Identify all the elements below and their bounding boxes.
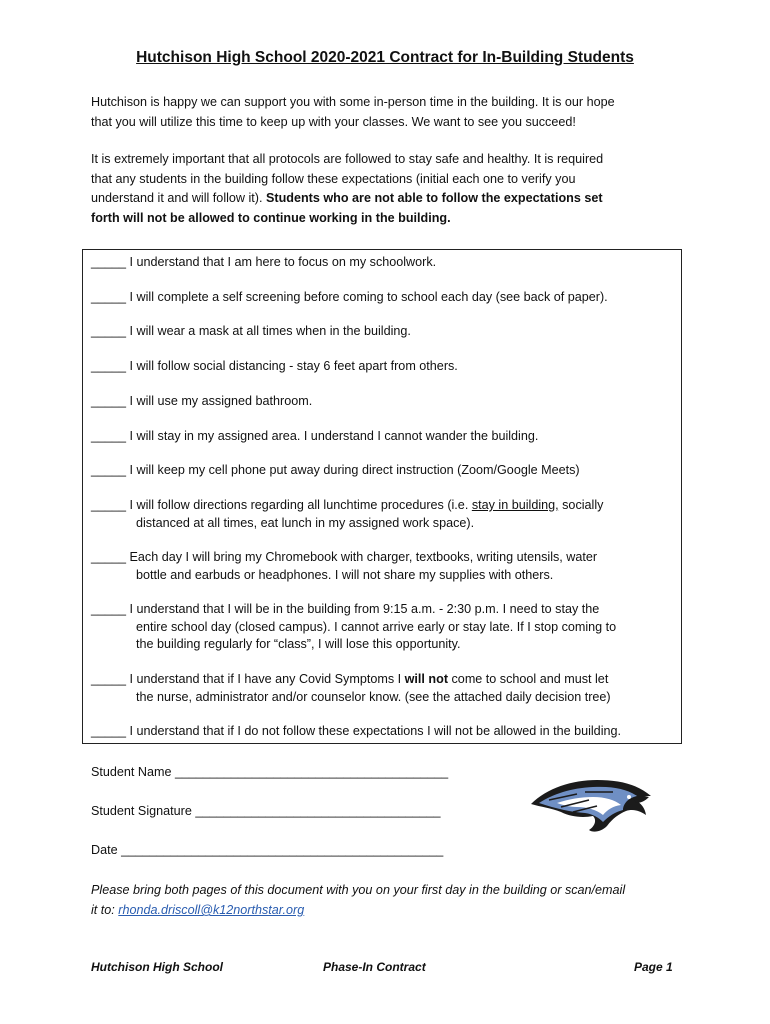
note-line: [91, 900, 691, 920]
document-title: Hutchison High School 2020-2021 Contract for In-Building Students: [136, 49, 634, 66]
intro-paragraph-2: [91, 150, 681, 228]
expectation-continuation: bottle and earbuds or headphones. I will not share my supplies with others.: [136, 567, 554, 582]
expectation-text: I will wear a mask at all times when in the building.: [129, 324, 411, 338]
student-signature-line[interactable]: ___________________________________: [195, 804, 441, 818]
intro-line: that any students in the building follow these expectations (initial each one to verify you: [91, 171, 576, 186]
initial-blank[interactable]: _____: [91, 550, 127, 564]
expectation-text: I understand that I will be in the building from 9:15 a.m. - 2:30 p.m. I need to stay the: [129, 602, 600, 616]
expectation-item-9: [91, 549, 676, 584]
expectation-item-5: [91, 393, 676, 411]
initial-blank[interactable]: _____: [91, 463, 127, 477]
email-link[interactable]: rhonda.driscoll@k12northstar.org: [118, 903, 305, 917]
intro-line: It is extremely important that all protocols are followed to stay safe and healthy. It is required: [91, 152, 604, 166]
expectation-item-2: [91, 289, 676, 307]
footer-page-number: Page 1: [634, 960, 673, 974]
expectation-text: socially: [558, 498, 604, 512]
expectation-text: come to school and must let: [448, 672, 609, 686]
intro-line: Hutchison is happy we can support you with some in-person time in the building. It is our hope: [91, 95, 615, 109]
date-label: Date: [91, 843, 118, 857]
expectation-item-6: [91, 428, 676, 446]
expectation-continuation: entire school day (closed campus). I cannot arrive early or stay late. If I stop coming to: [136, 619, 617, 634]
expectation-item-7: [91, 462, 676, 480]
intro-line: that you will utilize this time to keep up with your classes. We want to see you succeed!: [91, 114, 576, 129]
expectation-text: Each day I will bring my Chromebook with charger, textbooks, writing utensils, water: [129, 550, 598, 564]
initial-blank[interactable]: _____: [91, 429, 127, 443]
instruction-note: [91, 880, 691, 920]
expectation-text: I understand that if I have any Covid Symptoms I: [129, 672, 405, 686]
expectation-item-8: [91, 497, 676, 532]
expectation-text: I understand that I am here to focus on my schoolwork.: [129, 255, 437, 269]
intro-paragraph-1: [91, 93, 681, 132]
expectation-item-11: [91, 671, 676, 706]
expectation-text: I will keep my cell phone put away during direct instruction (Zoom/Google Meets): [129, 463, 580, 477]
student-signature-field[interactable]: [91, 804, 440, 818]
intro-bold-text: forth will not be allowed to continue working in the building.: [91, 210, 451, 225]
expectation-item-3: [91, 323, 676, 341]
initial-blank[interactable]: _____: [91, 394, 127, 408]
intro-line: [91, 189, 681, 209]
student-signature-label: Student Signature: [91, 804, 192, 818]
expectation-item-4: [91, 358, 676, 376]
expectation-text: I will use my assigned bathroom.: [129, 394, 313, 408]
initial-blank[interactable]: _____: [91, 498, 127, 512]
student-name-field[interactable]: [91, 765, 448, 779]
expectation-continuation: the nurse, administrator and/or counselor know. (see the attached daily decision tree): [136, 689, 611, 704]
expectation-underlined-text: stay in building,: [471, 498, 559, 512]
eagle-logo-icon: [527, 770, 657, 835]
initial-blank[interactable]: _____: [91, 672, 127, 686]
expectation-text: I will follow directions regarding all lunchtime procedures (i.e.: [129, 498, 472, 512]
initial-blank[interactable]: _____: [91, 255, 127, 269]
initial-blank[interactable]: _____: [91, 290, 127, 304]
student-name-label: Student Name: [91, 765, 172, 779]
initial-blank[interactable]: _____: [91, 359, 127, 373]
initial-blank[interactable]: _____: [91, 602, 127, 616]
intro-line: [91, 209, 681, 229]
date-line[interactable]: ______________________________________________: [121, 843, 444, 857]
expectation-continuation: the building regularly for “class”, I will lose this opportunity.: [136, 637, 461, 651]
expectation-text: I will complete a self screening before coming to school each day (see back of paper).: [129, 290, 608, 304]
expectation-text: I will follow social distancing - stay 6 feet apart from others.: [129, 359, 458, 373]
expectation-item-10: [91, 601, 676, 654]
intro-text: understand it and will follow it).: [91, 191, 266, 205]
note-line: Please bring both pages of this document with you on your first day in the building or scan/email: [91, 883, 626, 897]
expectations-box: [82, 249, 682, 744]
expectation-bold-text: will not: [404, 672, 449, 686]
expectation-item-1: [91, 254, 676, 272]
date-field[interactable]: [91, 843, 443, 857]
footer-school-name: Hutchison High School: [91, 960, 223, 974]
footer-document-name: Phase-In Contract: [323, 960, 426, 974]
initial-blank[interactable]: _____: [91, 724, 127, 738]
intro-bold-text: Students who are not able to follow the expectations set: [266, 191, 603, 205]
expectation-continuation: distanced at all times, eat lunch in my assigned work space).: [136, 515, 475, 530]
initial-blank[interactable]: _____: [91, 324, 127, 338]
expectation-text: I understand that if I do not follow these expectations I will not be allowed in the building.: [129, 724, 621, 738]
student-name-line[interactable]: _______________________________________: [175, 765, 449, 779]
expectation-item-12: [91, 723, 676, 741]
note-text: it to:: [91, 903, 119, 917]
expectation-text: I will stay in my assigned area. I understand I cannot wander the building.: [129, 429, 539, 443]
